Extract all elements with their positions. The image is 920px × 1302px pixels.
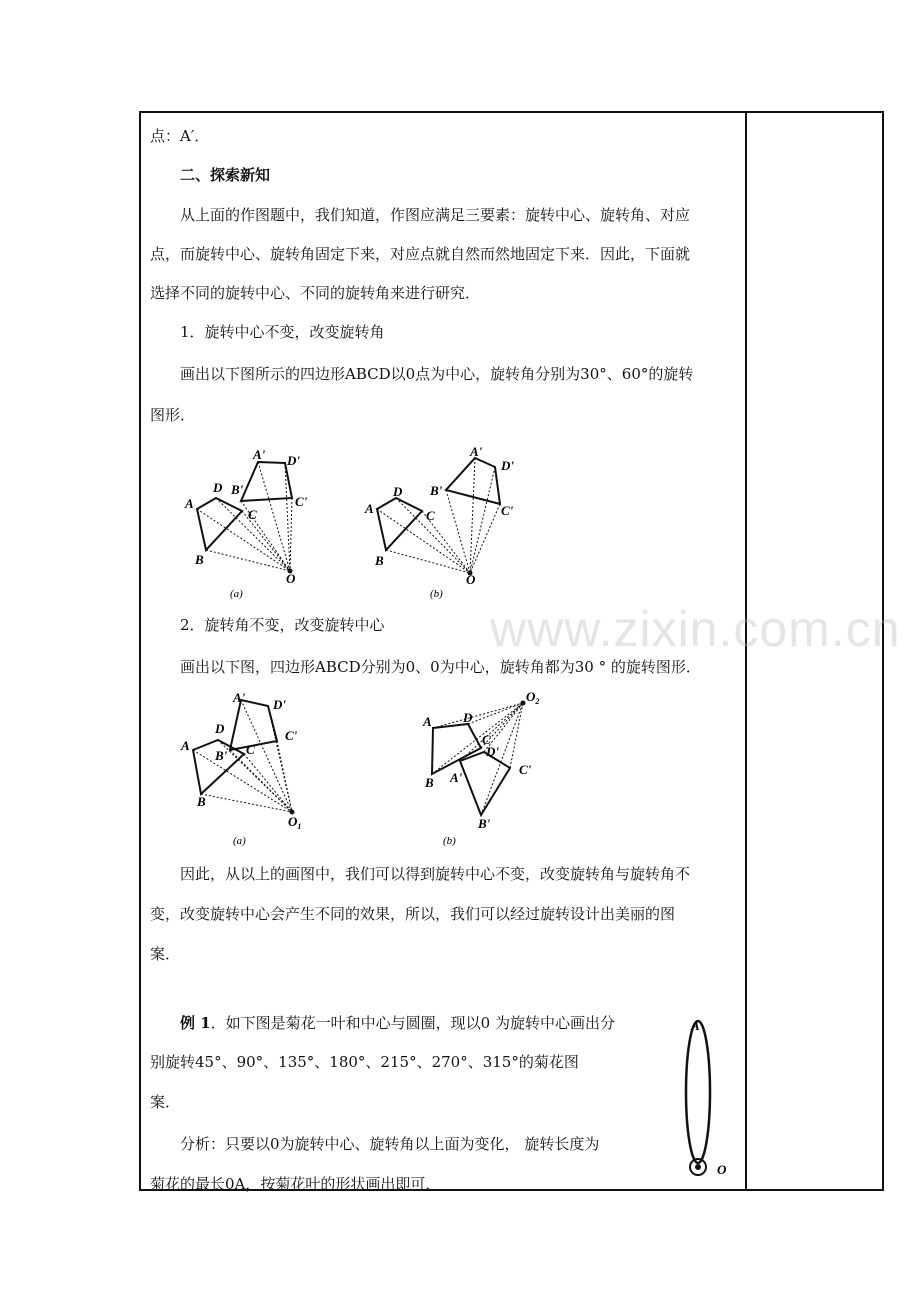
label-O: $O_1$ <box>288 814 302 831</box>
label-D: D <box>463 710 473 725</box>
text-line: 案． <box>150 945 181 963</box>
caption-b: (b) <box>443 835 456 847</box>
label-A: A <box>181 738 190 753</box>
label-D: D <box>393 484 403 499</box>
label-C1: C' <box>285 728 298 743</box>
label-A1: A' <box>450 770 463 785</box>
caption-a: (a) <box>230 588 243 600</box>
example-label: 例 1 <box>180 1014 211 1032</box>
label-D1: D' <box>486 744 499 759</box>
label-A: A <box>365 501 374 516</box>
label-A1: A' <box>470 444 483 459</box>
text-line: 点：A′． <box>150 127 210 145</box>
text-line: 案． <box>150 1093 181 1111</box>
text-line: 图形． <box>150 406 196 424</box>
label-C1: C' <box>501 503 514 518</box>
label-B1: B' <box>430 483 443 498</box>
label-O: $O_2$ <box>526 689 540 706</box>
text-line: 画出以下图所示的四边形ABCD以0点为中心，旋转角分别为30°、60°的旋转 <box>180 365 694 383</box>
figure-leaf <box>675 1012 735 1192</box>
label-D1: D' <box>287 453 300 468</box>
text-line: 别旋转45°、90°、135°、180°、215°、270°、315°的菊花图 <box>150 1053 579 1071</box>
label-D1: D' <box>501 458 514 473</box>
label-C1: C' <box>295 494 308 509</box>
label-C: C <box>426 508 435 523</box>
text-line: 选择不同的旋转中心、不同的旋转角来进行研究． <box>150 284 481 302</box>
label-O: O <box>286 571 296 586</box>
text-line: 画出以下图，四边形ABCD分别为0、0为中心，旋转角都为30 ° 的旋转图形． <box>180 658 701 676</box>
label-O: O <box>717 1162 727 1177</box>
section-heading: 二、探索新知 <box>180 166 271 184</box>
label-A1: A' <box>233 690 246 705</box>
subheading: 1．旋转中心不变，改变旋转角 <box>180 323 385 341</box>
figure-rotation-60 <box>355 440 525 600</box>
label-A: A <box>185 496 194 511</box>
text-line: 从上面的作图题中，我们知道，作图应满足三要素：旋转中心、旋转角、对应 <box>180 206 691 224</box>
text-line: 菊花的最长0A，按菊花叶的形状画出即可． <box>150 1175 441 1193</box>
label-B: B <box>197 794 206 809</box>
label-B1: B' <box>231 482 244 497</box>
label-B: B <box>425 775 434 790</box>
label-C: C <box>248 507 257 522</box>
subheading: 2．旋转角不变，改变旋转中心 <box>180 616 385 634</box>
text-line: 因此，从以上的画图中，我们可以得到旋转中心不变，改变旋转角与旋转角不 <box>180 865 691 883</box>
figure-rotation-30 <box>175 440 325 600</box>
caption-b: (b) <box>430 588 443 600</box>
label-D: D <box>213 480 223 495</box>
caption-a: (a) <box>233 835 246 847</box>
example-line: 例 1．如下图是菊花一叶和中心与圆圈，现以0 为旋转中心画出分 <box>180 1014 615 1032</box>
label-D: D <box>215 721 225 736</box>
watermark: www.zixin.com.cn <box>490 601 901 657</box>
label-B1: B' <box>215 748 228 763</box>
figure-center-O1 <box>175 688 325 848</box>
label-A1: A' <box>253 447 266 462</box>
label-O: O <box>466 572 476 587</box>
label-C: C <box>482 732 491 747</box>
label-C1: C' <box>519 762 532 777</box>
label-B1: B' <box>478 816 491 831</box>
text-line: 点，而旋转中心、旋转角固定下来，对应点就自然而然地固定下来．因此，下面就 <box>150 245 691 263</box>
figure-center-O2 <box>418 688 568 848</box>
label-B: B <box>375 553 384 568</box>
text-line: 分析：只要以0为旋转中心、旋转角以上面为变化， 旋转长度为 <box>180 1135 600 1153</box>
label-A: A <box>423 714 432 729</box>
label-B: B <box>195 552 204 567</box>
label-D1: D' <box>273 697 286 712</box>
label-C: C <box>246 742 255 757</box>
label-A: A <box>691 1018 700 1033</box>
text-line: 变，改变旋转中心会产生不同的效果，所以，我们可以经过旋转设计出美丽的图 <box>150 905 676 923</box>
